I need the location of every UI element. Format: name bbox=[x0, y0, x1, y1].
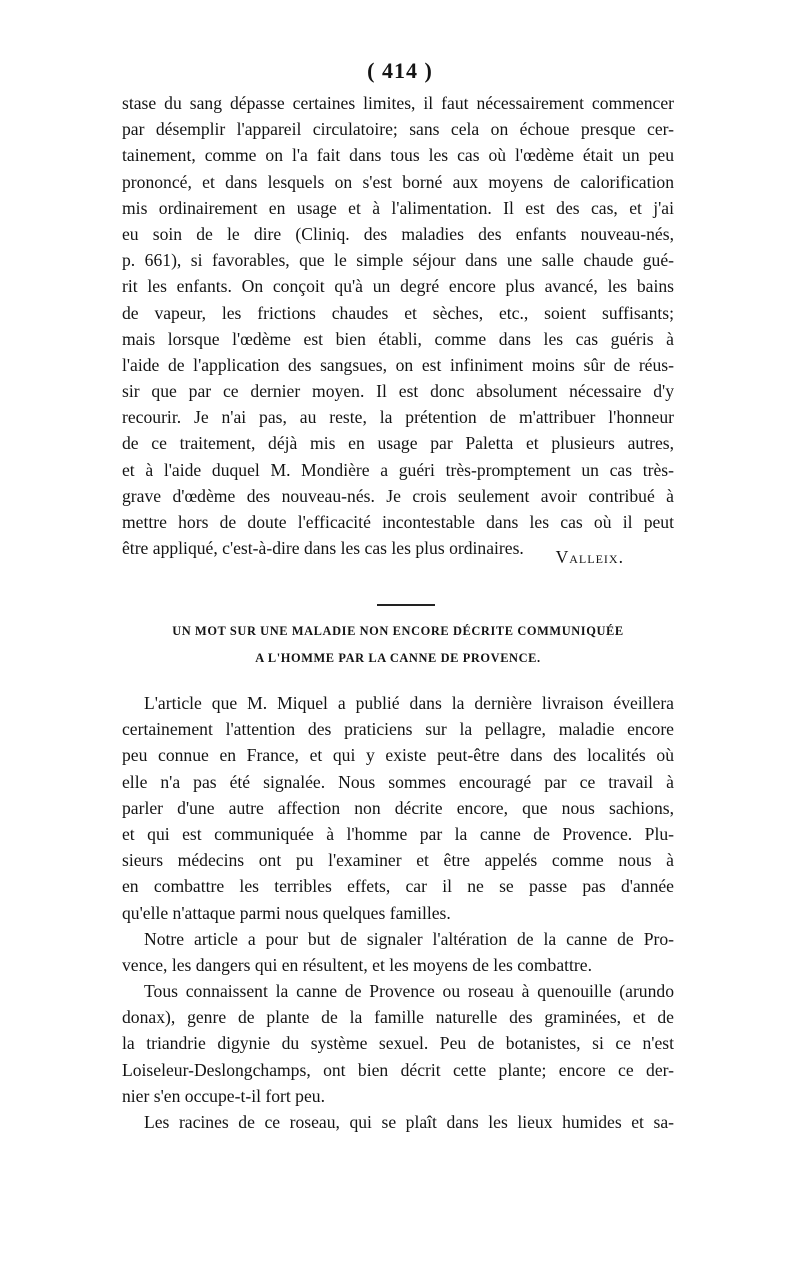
text-line: mis ordinairement en usage et à l'alimentation. Il est des cas, et j'ai bbox=[122, 197, 674, 218]
text-line: de ce traitement, déjà mis en usage par Paletta et plusieurs autres, bbox=[122, 433, 674, 454]
text-line: nier s'en occupe-t-il fort peu. bbox=[122, 1085, 325, 1106]
text-line: tainement, comme on l'a fait dans tous les cas où l'œdème était un peu bbox=[122, 145, 674, 166]
text-line: mais lorsque l'œdème est bien établi, comme dans les cas guéris à bbox=[122, 328, 674, 349]
text-line: recourir. Je n'ai pas, au reste, la prétention de m'attribuer l'honneur bbox=[122, 407, 674, 428]
article-title-line-2: A L'HOMME PAR LA CANNE DE PROVENCE. bbox=[255, 651, 541, 665]
text-line: prononcé, et dans lesquels on s'est borné aux moyens de calorification bbox=[122, 171, 674, 192]
text-line: grave d'œdème des nouveau-nés. Je crois seulement avoir contribué à bbox=[122, 485, 674, 506]
text-line: elle n'a pas été signalée. Nous sommes encouragé par ce travail à bbox=[122, 771, 674, 792]
section1-paragraph bbox=[122, 90, 674, 561]
text-line: vence, les dangers qui en résultent, et les moyens de les combattre. bbox=[122, 954, 592, 975]
text-line: Loiseleur-Deslongchamps, ont bien décrit cette plante; encore ce der- bbox=[122, 1059, 674, 1080]
text-line: par désemplir l'appareil circulatoire; sans cela on échoue presque cer- bbox=[122, 119, 674, 140]
text-line: être appliqué, c'est-à-dire dans les cas les plus ordinaires. bbox=[122, 538, 524, 559]
text-line: Tous connaissent la canne de Provence ou roseau à quenouille (arundo bbox=[144, 981, 674, 1002]
text-line: mettre hors de doute l'efficacité incontestable dans les cas où il peut bbox=[122, 512, 674, 532]
text-line: Les racines de ce roseau, qui se plaît dans les lieux humides et sa- bbox=[144, 1112, 674, 1132]
text-line: l'aide de l'application des sangsues, on est infiniment moins sûr de réus- bbox=[122, 354, 674, 375]
text-line: L'article que M. Miquel a publié dans la dernière livraison éveillera bbox=[144, 693, 674, 713]
section-divider bbox=[377, 604, 435, 606]
article-body bbox=[122, 690, 674, 1135]
text-line: la triandrie digynie du système sexuel. Peu de botanistes, si ce n'est bbox=[122, 1033, 674, 1054]
text-line: eu soin de le dire (Cliniq. des maladies des enfants nouveau-nés, bbox=[122, 223, 674, 244]
text-line: rit les enfants. On conçoit qu'à un degré encore plus avancé, les bains bbox=[122, 276, 674, 297]
text-line: stase du sang dépasse certaines limites, il faut nécessairement commencer bbox=[122, 93, 674, 113]
text-line: p. 661), si favorables, que le simple séjour dans une salle chaude gué- bbox=[122, 250, 674, 271]
text-line: Notre article a pour but de signaler l'altération de la canne de Pro- bbox=[144, 928, 674, 949]
text-line: et à l'aide duquel M. Mondière a guéri très-promptement un cas très- bbox=[122, 459, 674, 480]
text-line: sir que par ce dernier moyen. Il est donc absolument nécessaire d'y bbox=[122, 381, 674, 402]
text-line: de vapeur, les frictions chaudes et sèches, etc., soient suffisants; bbox=[122, 302, 674, 323]
text-line: qu'elle n'attaque parmi nous quelques familles. bbox=[122, 902, 451, 923]
article-title-line-1: UN MOT SUR UNE MALADIE NON ENCORE DÉCRITE COMMUNIQUÉE bbox=[172, 624, 624, 638]
text-line: en combattre les terribles effets, car il ne se passe pas d'année bbox=[122, 876, 674, 897]
text-line: donax), genre de plante de la famille naturelle des graminées, et de bbox=[122, 1007, 674, 1028]
text-line: certainement l'attention des praticiens sur la pellagre, maladie encore bbox=[122, 719, 674, 740]
text-line: et qui est communiquée à l'homme par la canne de Provence. Plu- bbox=[122, 823, 674, 844]
page-number: ( 414 ) bbox=[367, 58, 433, 83]
author-signature: Valleix. bbox=[555, 547, 624, 567]
text-line: sieurs médecins ont pu l'examiner et être appelés comme nous à bbox=[122, 850, 674, 871]
text-line: parler d'une autre affection non décrite encore, que nous sachions, bbox=[122, 797, 674, 818]
text-line: peu connue en France, et qui y existe peut-être dans des localités où bbox=[122, 745, 674, 766]
